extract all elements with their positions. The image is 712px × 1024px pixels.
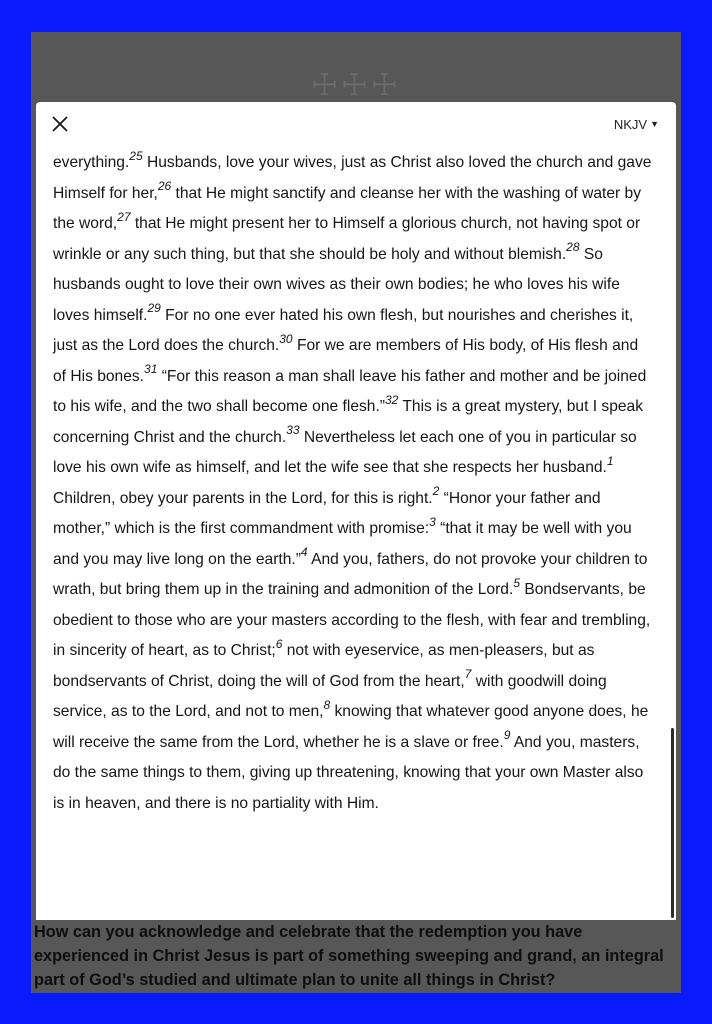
verse-number: 28 [566, 240, 580, 255]
verse-number: 32 [384, 392, 399, 407]
verse-number: 6 [275, 636, 283, 651]
verse-number: 3 [429, 514, 436, 529]
close-icon [50, 114, 70, 134]
verse-text: that He might present her to Himself a glorious church, not having spot or wrinkle or any such thing, but that she should be holy and without blemish. [53, 215, 641, 263]
scripture-popup [36, 102, 676, 920]
verse-text: everything. [53, 154, 130, 171]
verse-text: “Honor your father and mother,” which is the first commandment with promise: [53, 489, 601, 537]
verse-number: 26 [157, 179, 172, 194]
verse-text: with goodwill doing service, as to the Lord, and not to men, [53, 672, 607, 720]
verse-text: Bondservants, be obedient to those who are your masters according to the flesh, with fear and trembling, in sincerity of heart, as to Christ; [53, 581, 651, 659]
verse-number: 2 [432, 484, 440, 499]
verse-text: And you, masters, do the same things to them, giving up threatening, knowing that your own Master also is in heaven, and there is no partiality with Him. [53, 733, 644, 812]
verse-text: knowing that whatever good anyone does, he will receive the same from the Lord, whether he is a slave or free. [53, 703, 649, 751]
version-label: NKJV [613, 117, 648, 132]
verse-text: Husbands, love your wives, just as Christ also loved the church and gave Himself for her, [53, 154, 652, 202]
background-logo: ☩☩☩ [311, 69, 401, 102]
verse-number: 31 [144, 362, 158, 377]
verse-text: that He might sanctify and cleanse her with the washing of water by the word, [53, 184, 642, 232]
verse-text: And you, fathers, do not provoke your children to wrath, but bring them up in the training and admonition of the Lord. [53, 550, 648, 598]
verse-number: 25 [129, 148, 143, 163]
verse-text: For no one ever hated his own flesh, but nourishes and cherishes it, just as the Lord does the church. [53, 306, 634, 354]
verse-number: 4 [300, 545, 308, 560]
verse-text: not with eyeservice, as men-pleasers, but as bondservants of Christ, doing the will of God from the heart, [53, 642, 595, 690]
verse-number: 1 [606, 453, 614, 468]
verse-number: 7 [464, 667, 472, 682]
verse-number: 30 [279, 331, 293, 346]
passage-text[interactable] [53, 148, 654, 920]
caret-down-icon: ▼ [650, 119, 659, 129]
verse-number: 9 [503, 728, 511, 743]
verse-text: For we are members of His body, of His flesh and of His bones. [53, 337, 639, 385]
verse-number: 33 [286, 423, 300, 438]
scrollbar[interactable] [671, 728, 674, 918]
close-button[interactable] [50, 114, 70, 134]
verse-text: So husbands ought to love their own wives as their own bodies; he who loves his wife loves himself. [53, 245, 620, 324]
verse-text: This is a great mystery, but I speak concerning Christ and the church. [53, 398, 644, 446]
verse-text: “that it may be well with you and you may live long on the earth.” [53, 520, 632, 568]
verse-number: 27 [117, 209, 131, 224]
verse-text: “For this reason a man shall leave his father and mother and be joined to his wife, and the two shall become one flesh.” [53, 367, 647, 415]
verse-text: Nevertheless let each one of you in particular so love his own wife as himself, and let the wife see that she respects her husband. [53, 428, 637, 476]
verse-number: 8 [323, 697, 331, 712]
background-question-text: How can you acknowledge and celebrate that the redemption you have experienced in Christ Jesus is part of something sweeping and grand, an integral part of God’s studied and ultimate plan to unite all things in Christ? [34, 923, 664, 989]
verse-number: 29 [147, 301, 161, 316]
verse-text: Children, obey your parents in the Lord, for this is right. [53, 489, 433, 507]
version-selector[interactable] [614, 117, 659, 132]
verse-number: 5 [513, 575, 520, 590]
